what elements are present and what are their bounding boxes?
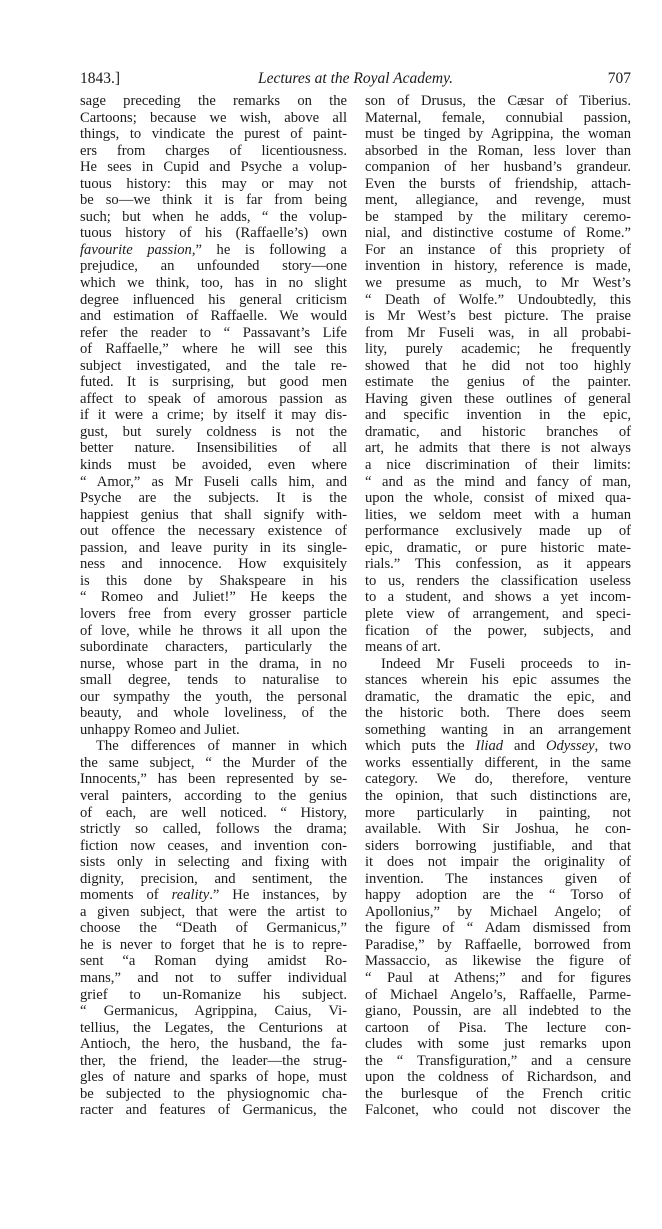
text-column-right	[365, 93, 631, 1119]
text-line: such; but when he adds, “ the volup-	[80, 208, 347, 225]
text-line: be subjected to the physiognomic cha-	[80, 1085, 347, 1102]
text-line: “ Amor,” as Mr Fuseli calls him, and	[80, 473, 347, 490]
text-line: tuous history of his (Raffaelle’s) own	[80, 225, 347, 242]
text-line: tellius, the Legates, the Centurions at	[80, 1019, 347, 1036]
text-line: the “ Transfiguration,” and a censure	[365, 1052, 631, 1069]
text-line: “ Germanicus, Agrippina, Caius, Vi-	[80, 1003, 347, 1020]
text-line: something wanting in an arrangement	[365, 721, 631, 738]
running-head	[80, 69, 631, 89]
text-line: the burlesque of the French critic	[365, 1085, 631, 1102]
text-line: absorbed in the Roman, less lover than	[365, 142, 631, 159]
text-line: invention. The instances given of	[365, 870, 631, 887]
text-column-left	[80, 93, 347, 1119]
text-line: futed. It is surprising, but good men	[80, 374, 347, 391]
text-line: “ Romeo and Juliet!” He keeps the	[80, 589, 347, 606]
text-line: Antioch, the hero, the husband, the fa-	[80, 1036, 347, 1053]
text-line: For an instance of this propriety of	[365, 241, 631, 258]
text-line: we presume as much, to Mr West’s	[365, 275, 631, 292]
text-line: giano, Poussin, are all indebted to the	[365, 1003, 631, 1020]
text-line: ness and innocence. How exquisitely	[80, 556, 347, 573]
text-line: veral painters, according to the genius	[80, 787, 347, 804]
text-line: of love, while he throws it all upon the	[80, 622, 347, 639]
text-line: a nice discrimination of their limits:	[365, 457, 631, 474]
text-line: to a student, and shows a yet incom-	[365, 589, 631, 606]
text-line: stances wherein his epic assumes the	[365, 672, 631, 689]
text-line: sent “a Roman dying amidst Ro-	[80, 953, 347, 970]
text-line: unhappy Romeo and Juliet.	[80, 721, 240, 738]
text-line: racter and features of Germanicus, the	[80, 1102, 347, 1119]
text-line: dignity, precision, and sentiment, the	[80, 870, 347, 887]
running-head-year: 1843.]	[80, 70, 121, 87]
text-line: beauty, and whole loveliness, of the	[80, 705, 347, 722]
text-line: “ Paul at Athens;” and for figures	[365, 969, 631, 986]
text-line: must be tinged by Agrippina, the woman	[365, 126, 631, 143]
text-line: ment, allegiance, and revenge, must	[365, 192, 631, 209]
page-number: 707	[607, 70, 631, 87]
text-line: cartoon of Pisa. The lecture con-	[365, 1019, 631, 1036]
text-line: Even the bursts of friendship, attach-	[365, 175, 631, 192]
text-line: Cartoons; because we wish, above all	[80, 109, 347, 126]
text-line: companion of her husband’s grandeur.	[365, 159, 631, 176]
text-line: siders borrowing justifiable, and that	[365, 837, 631, 854]
text-line: happy adoption are the “ Torso of	[365, 887, 631, 904]
text-line: moments of reality.” He instances, by	[80, 887, 347, 904]
text-line: subject investigated, and the tale re-	[80, 357, 347, 374]
text-line: Psyche are the subjects. It is the	[80, 490, 347, 507]
text-line: Innocents,” has been represented by se-	[80, 771, 347, 788]
text-line: means of art.	[365, 639, 441, 656]
text-line: which we think, too, has in no slight	[80, 275, 347, 292]
text-line: which puts the Iliad and Odyssey, two	[365, 738, 632, 755]
text-line: Falconet, who could not discover the	[365, 1102, 631, 1119]
text-line: “ Death of Wolfe.” Undoubtedly, this	[365, 291, 631, 308]
text-line: available. With Sir Joshua, he con-	[365, 821, 631, 838]
text-line: passion, and leave purity in its single-	[80, 539, 347, 556]
text-line: category. We do, therefore, venture	[365, 771, 631, 788]
text-line: plete view of arrangement, and speci-	[365, 605, 631, 622]
text-line: be so—we think it is far from being	[80, 192, 347, 209]
text-line: fiction now ceases, and invention con-	[80, 837, 347, 854]
text-line: lity, purely academic; he frequently	[365, 341, 631, 358]
text-line: “ and as the mind and fancy of man,	[365, 473, 631, 490]
text-line: grief to un-Romanize his subject.	[80, 986, 347, 1003]
text-line: strictly so called, follows the drama;	[80, 821, 347, 838]
text-line: ers from charges of licentiousness.	[80, 142, 347, 159]
text-line: invention in history, reference is made,	[365, 258, 631, 275]
text-line: out offence the necessary existence of	[80, 523, 347, 540]
running-head-title: Lectures at the Royal Academy.	[258, 70, 453, 87]
text-line: art, he admits that there is not always	[365, 440, 631, 457]
text-line: dramatic, the dramatic the epic, and	[365, 688, 631, 705]
text-line: lities, we seldom meet with a human	[365, 506, 631, 523]
text-line: the same subject, “ the Murder of the	[80, 754, 347, 771]
text-line: tuous history: this may or may not	[80, 175, 347, 192]
text-line: it does not impair the originality of	[365, 854, 631, 871]
text-line: the figure of “ Adam dismissed from	[365, 920, 631, 937]
text-line: affect to speak of amorous passion as	[80, 390, 347, 407]
text-line: to us, renders the classification useless	[365, 572, 631, 589]
text-line: he is never to forget that he is to repre-	[80, 936, 347, 953]
text-line: favourite passion,” he is following a	[80, 241, 347, 258]
text-line: is Mr West’s best picture. The praise	[365, 308, 631, 325]
text-line: The differences of manner in which	[96, 738, 347, 755]
text-line: Having given these outlines of general	[365, 390, 631, 407]
text-line: upon the coldness of Richardson, and	[365, 1069, 631, 1086]
text-line: of each, are well noticed. “ History,	[80, 804, 347, 821]
text-line: kinds must be avoided, even where	[80, 457, 347, 474]
text-line: He sees in Cupid and Psyche a volup-	[80, 159, 347, 176]
text-line: works essentially different, in the same	[365, 754, 631, 771]
text-line: small degree, tends to naturalise to	[80, 672, 347, 689]
text-line: is this done by Shakspeare in his	[80, 572, 347, 589]
text-line: choose the “Death of Germanicus,”	[80, 920, 347, 937]
text-line: gust, but surely coldness is not the	[80, 423, 347, 440]
text-line: more particularly in painting, not	[365, 804, 631, 821]
text-line: rials.” This confession, as it appears	[365, 556, 631, 573]
text-line: the opinion, that such distinctions are,	[365, 787, 631, 804]
text-line: nial, and distinctive costume of Rome.”	[365, 225, 631, 242]
text-line: refer the reader to “ Passavant’s Life	[80, 324, 347, 341]
text-line: and specific invention in the epic,	[365, 407, 631, 424]
text-line: cludes with some just remarks upon	[365, 1036, 631, 1053]
text-line: lovers free from every grosser particle	[80, 605, 347, 622]
text-line: of Michael Angelo’s, Raffaelle, Parme-	[365, 986, 631, 1003]
text-line: degree influenced his general criticism	[80, 291, 347, 308]
text-line: and estimation of Raffaelle. We would	[80, 308, 347, 325]
text-line: if it were a crime; by itself it may dis-	[80, 407, 347, 424]
text-line: sists only in selecting and fixing with	[80, 854, 347, 871]
text-line: things, to vindicate the purest of paint-	[80, 126, 347, 143]
text-line: subordinate characters, particularly the	[80, 639, 347, 656]
text-line: upon the whole, consist of mixed qua-	[365, 490, 631, 507]
text-line: Paradise,” by Raffaelle, borrowed from	[365, 936, 631, 953]
text-line: Apollonius,” by Michael Angelo; of	[365, 903, 631, 920]
text-line: son of Drusus, the Cæsar of Tiberius.	[365, 93, 631, 109]
text-line: dramatic, and historic branches of	[365, 423, 631, 440]
text-line: a given subject, that were the artist to	[80, 903, 347, 920]
text-line: be stamped by the military ceremo-	[365, 208, 631, 225]
text-line: mans,” and not to suffer individual	[80, 969, 347, 986]
text-line: from Mr Fuseli was, in all probabi-	[365, 324, 631, 341]
text-line: Massaccio, as likewise the figure of	[365, 953, 631, 970]
text-line: the historic both. There does seem	[365, 705, 631, 722]
text-line: gles of nature and sparks of hope, must	[80, 1069, 347, 1086]
text-line: prejudice, an unfounded story—one	[80, 258, 347, 275]
text-line: better nature. Insensibilities of all	[80, 440, 347, 457]
text-line: epic, dramatic, or pure historic mate-	[365, 539, 631, 556]
text-line: sage preceding the remarks on the	[80, 93, 347, 109]
text-line: happiest genius that shall signify with-	[80, 506, 347, 523]
text-line: showed that he did not too highly	[365, 357, 631, 374]
text-line: ther, the friend, the leader—the strug-	[80, 1052, 347, 1069]
text-line: performance exclusively made up of	[365, 523, 631, 540]
text-line: Indeed Mr Fuseli proceeds to in-	[381, 655, 631, 672]
text-line: nurse, whose part in the drama, in no	[80, 655, 347, 672]
text-line: fication of the power, subjects, and	[365, 622, 631, 639]
text-line: Maternal, female, connubial passion,	[365, 109, 631, 126]
text-line: estimate the genius of the painter.	[365, 374, 631, 391]
text-line: our sympathy the youth, the personal	[80, 688, 347, 705]
text-line: of Raffaelle,” where he will see this	[80, 341, 347, 358]
